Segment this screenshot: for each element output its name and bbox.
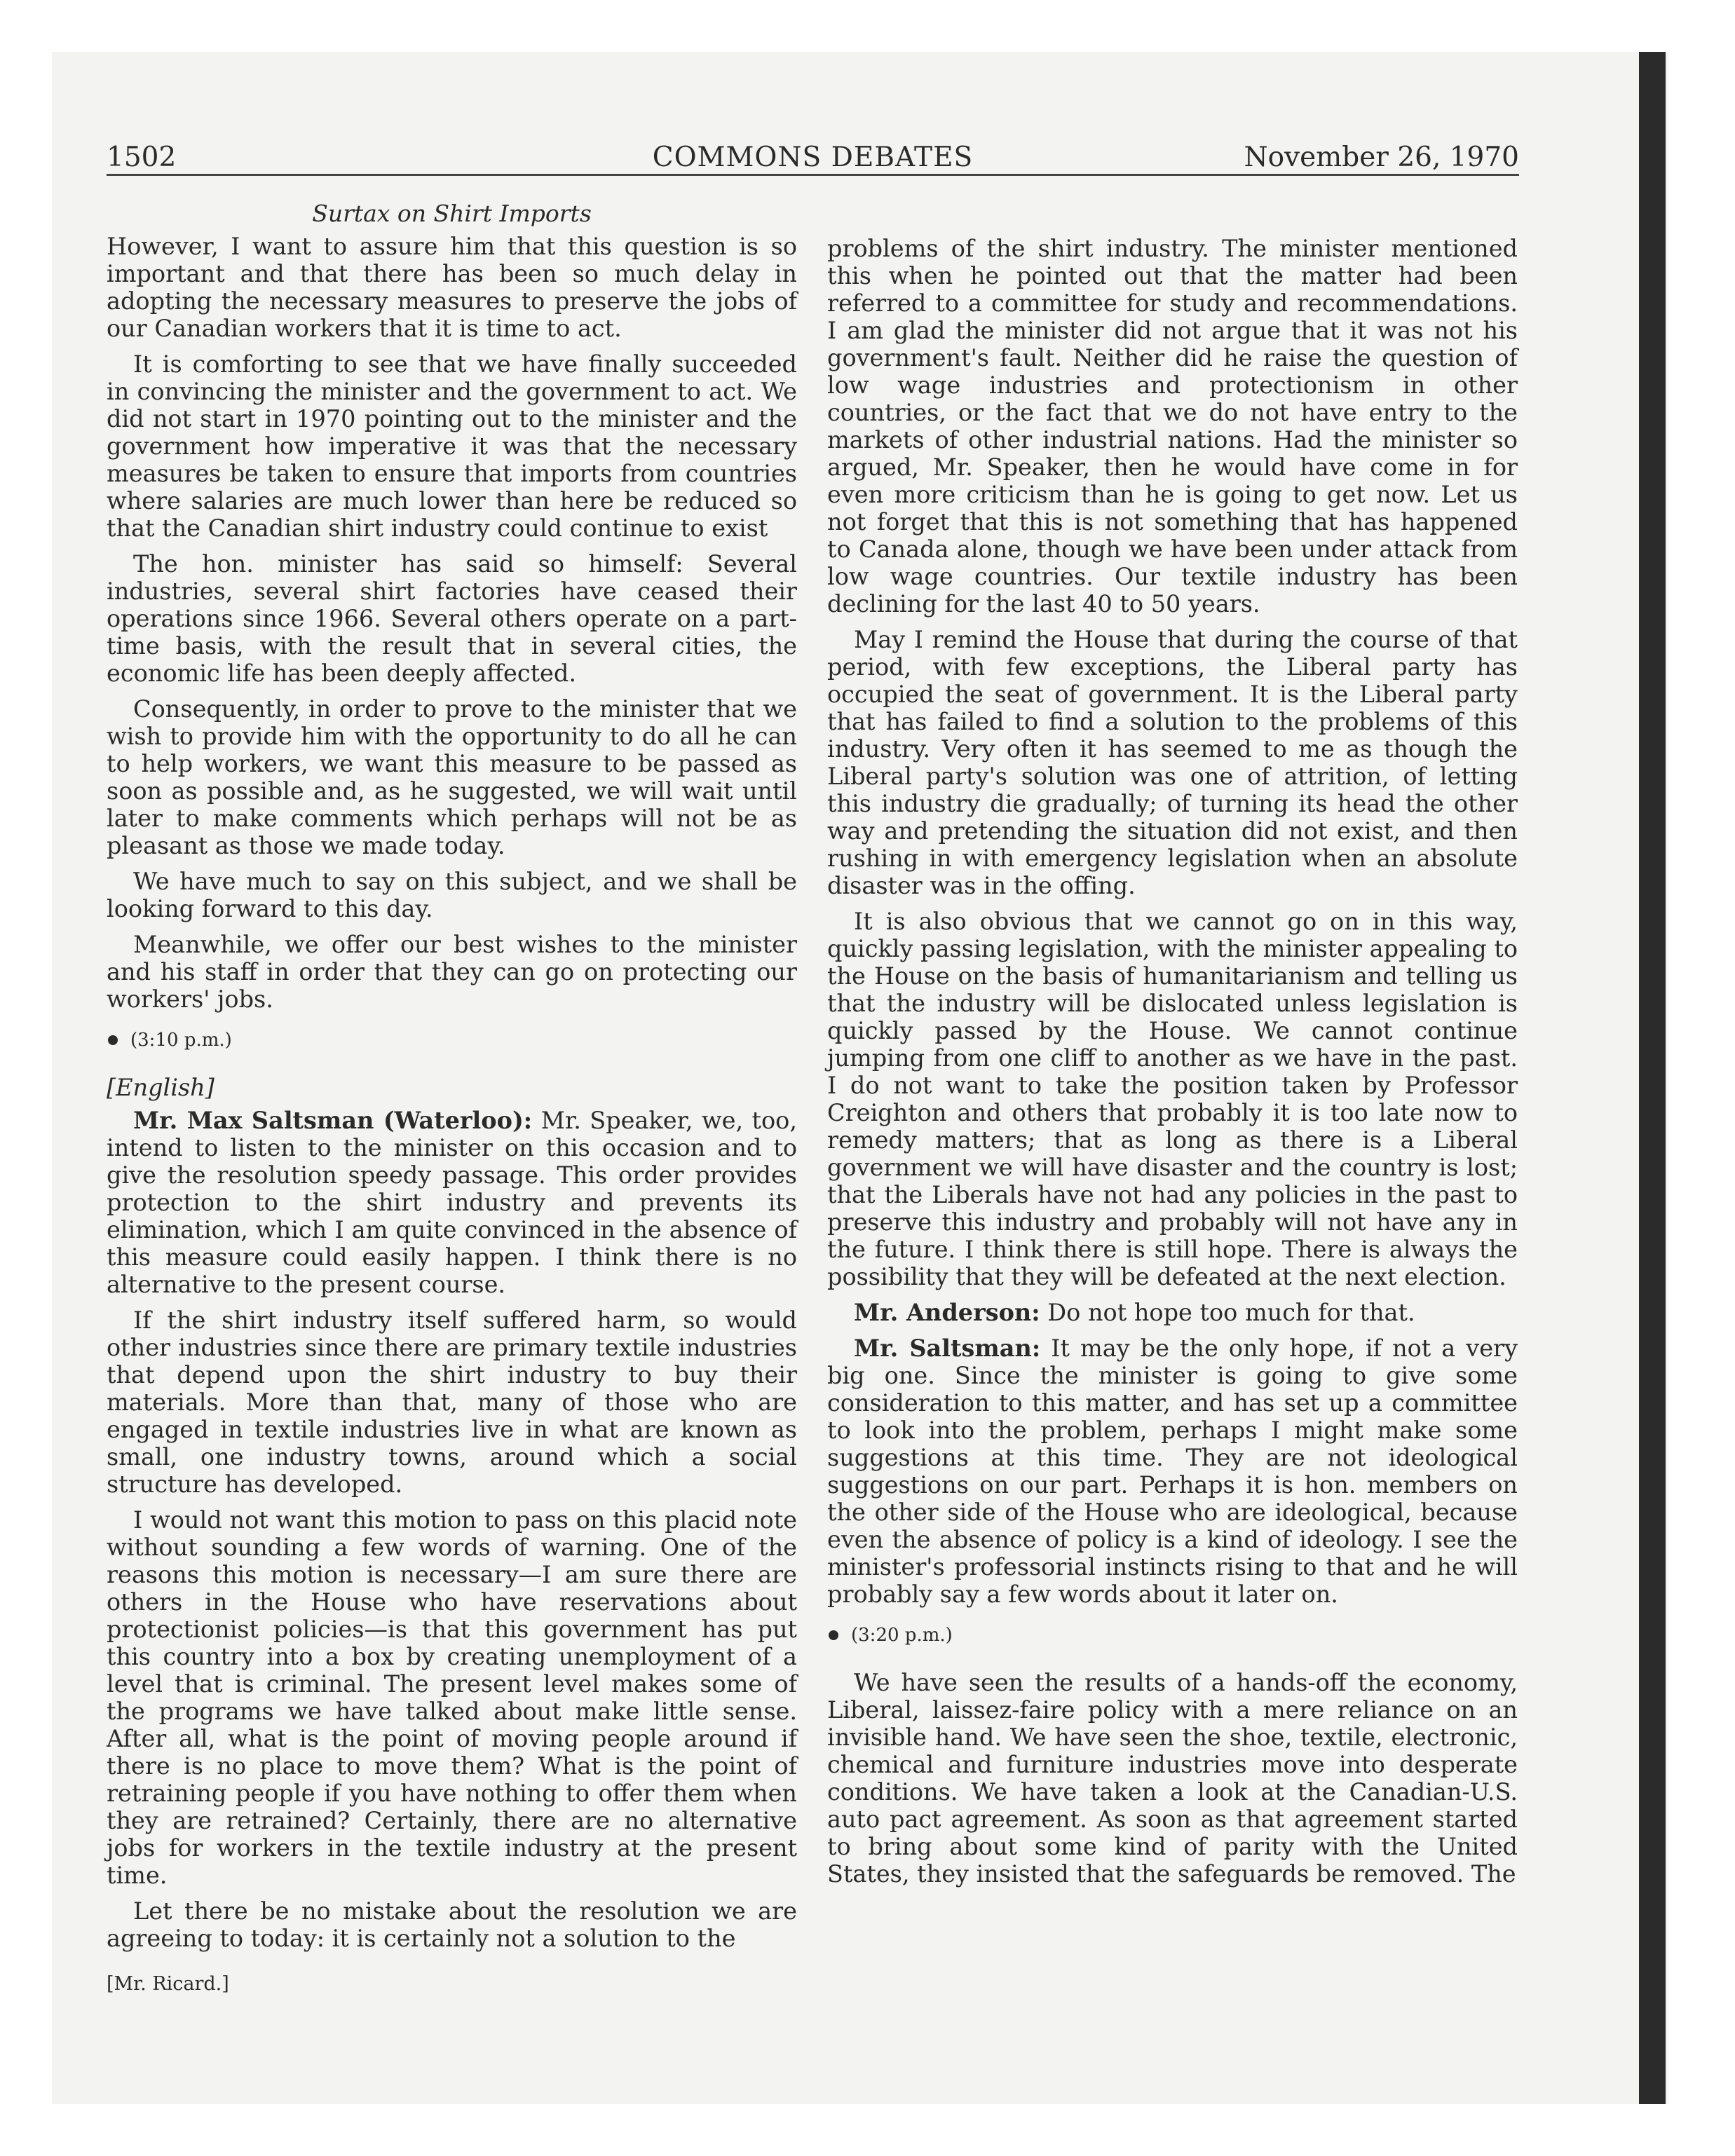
speech-text: Do not hope too much for that. [1040, 1299, 1415, 1326]
publication-title: COMMONS DEBATES [652, 142, 974, 173]
page-date: November 26, 1970 [1244, 142, 1519, 173]
footnote: [Mr. Ricard.] [107, 1973, 229, 1995]
time-stamp: (3:10 p.m.) [130, 1030, 232, 1051]
right-column [827, 235, 1518, 1896]
paragraph: The hon. minister has said so himself: Several industries, several shirt factories have ceased their operations since 1966. Several others operate on a part-time basis, with the result that in several cities, the economic life has been deeply affected. [107, 550, 797, 687]
scan-edge [1639, 52, 1666, 2104]
time-marker [827, 1622, 1518, 1649]
speech-text: Mr. Speaker, we, too, intend to listen to the minister on this occasion and to give the resolution speedy passage. This order provides protection to the shirt industry and prevents its elimination, which I am quite convinced in the absence of this measure could easily happen. I think there is no alternative to the present course. [107, 1107, 797, 1298]
speech-paragraph [827, 1299, 1518, 1326]
speech-text: It may be the only hope, if not a very big one. Since the minister is going to give some consideration to this matter, and has set up a committee to look into the problem, perhaps I might make some suggestions at this time. They are not ideological suggestions on our part. Perhaps it is hon. members on the other side of the House who are ideological, because even the absence of policy is a kind of ideology. I see the minister's professorial instincts rising to that and he will probably say a few words about it later on. [827, 1335, 1518, 1608]
paragraph: It is also obvious that we cannot go on in this way, quickly passing legislation, with the minister appealing to the House on the basis of humanitarianism and telling us that the industry will be dislocated unless legislation is quickly passed by the House. We cannot continue jumping from one cliff to another as we have in the past. I do not want to take the position taken by Professor Creighton and others that probably it is too late now to remedy matters; that as long as there is a Liberal government we will have disaster and the country is lost; that the Liberals have not had any policies in the past to preserve this industry and probably will not have any in the future. I think there is still hope. There is always the possibility that they will be defeated at the next election. [827, 908, 1518, 1290]
paragraph: Meanwhile, we offer our best wishes to the minister and his staff in order that they can go on protecting our workers' jobs. [107, 931, 797, 1013]
page-header [107, 139, 1519, 176]
section-subhead: Surtax on Shirt Imports [312, 200, 592, 227]
speaker-name: Mr. Max Saltsman (Waterloo): [133, 1107, 533, 1134]
bullet-icon [108, 1035, 118, 1045]
time-marker [107, 1027, 797, 1054]
paragraph: It is comforting to see that we have finally succeeded in convincing the minister and the government to act. We did not start in 1970 pointing out to the minister and the government how imperative it was that the necessary measures be taken to ensure that imports from countries where salaries are much lower than here be reduced so that the Canadian shirt industry could continue to exist [107, 350, 797, 542]
page-number: 1502 [107, 142, 177, 173]
bullet-icon [829, 1630, 838, 1640]
language-marker: [English] [107, 1074, 215, 1101]
paragraph: I would not want this motion to pass on this placid note without sounding a few words of warning. One of the reasons this motion is necessary—I am sure there are others in the House who have reservations about protectionist policies—is that this government has put this country into a box by creating unemployment of a level that is criminal. The present level makes some of the programs we have talked about make little sense. After all, what is the point of moving people around if there is no place to move them? What is the point of retraining people if you have nothing to offer them when they are retrained? Certainly, there are no alternative jobs for workers in the textile industry at the present time. [107, 1506, 797, 1889]
speech-paragraph [827, 1335, 1518, 1608]
paragraph: We have much to say on this subject, and we shall be looking forward to this day. [107, 868, 797, 922]
paragraph: May I remind the House that during the course of that period, with few exceptions, the Liberal party has occupied the seat of government. It is the Liberal party that has failed to find a solution to the problems of this industry. Very often it has seemed to me as though the Liberal party's solution was one of attrition, of letting this industry die gradually; of turning its head the other way and pretending the situation did not exist, and then rushing in with emergency legislation when an absolute disaster was in the offing. [827, 626, 1518, 899]
paragraph: problems of the shirt industry. The minister mentioned this when he pointed out that the matter had been referred to a committee for study and recommendations. I am glad the minister did not argue that it was not his government's fault. Neither did he raise the question of low wage industries and protectionism in other countries, or the fact that we do not have entry to the markets of other industrial nations. Had the minister so argued, Mr. Speaker, then he would have come in for even more criticism than he is going to get now. Let us not forget that this is not something that has happened to Canada alone, though we have been under attack from low wage countries. Our textile industry has been declining for the last 40 to 50 years. [827, 235, 1518, 618]
paragraph: However, I want to assure him that this question is so important and that there has been so much delay in adopting the necessary measures to preserve the jobs of our Canadian workers that it is time to act. [107, 233, 797, 342]
paragraph: Consequently, in order to prove to the minister that we wish to provide him with the opportunity to do all he can to help workers, we want this measure to be passed as soon as possible and, as he suggested, we will wait until later to make comments which perhaps will not be as pleasant as those we made today. [107, 695, 797, 859]
paragraph: Let there be no mistake about the resolution we are agreeing to today: it is certainly not a solution to the [107, 1897, 797, 1952]
time-stamp: (3:20 p.m.) [851, 1625, 953, 1646]
speaker-name: Mr. Saltsman: [854, 1335, 1041, 1362]
paragraph: We have seen the results of a hands-off the economy, Liberal, laissez-faire policy with a mere reliance on an invisible hand. We have seen the shoe, textile, electronic, chemical and furniture industries move into desperate conditions. We have taken a look at the Canadian-U.S. auto pact agreement. As soon as that agreement started to bring about some kind of parity with the United States, they insisted that the safeguards be removed. The [827, 1669, 1518, 1888]
speaker-name: Mr. Anderson: [854, 1299, 1040, 1326]
paragraph: If the shirt industry itself suffered harm, so would other industries since there are primary textile industries that depend upon the shirt industry to buy their materials. More than that, many of those who are engaged in textile industries live in what are known as small, one industry towns, around which a social structure has developed. [107, 1306, 797, 1498]
speech-paragraph [107, 1107, 797, 1298]
left-column [107, 200, 797, 1998]
